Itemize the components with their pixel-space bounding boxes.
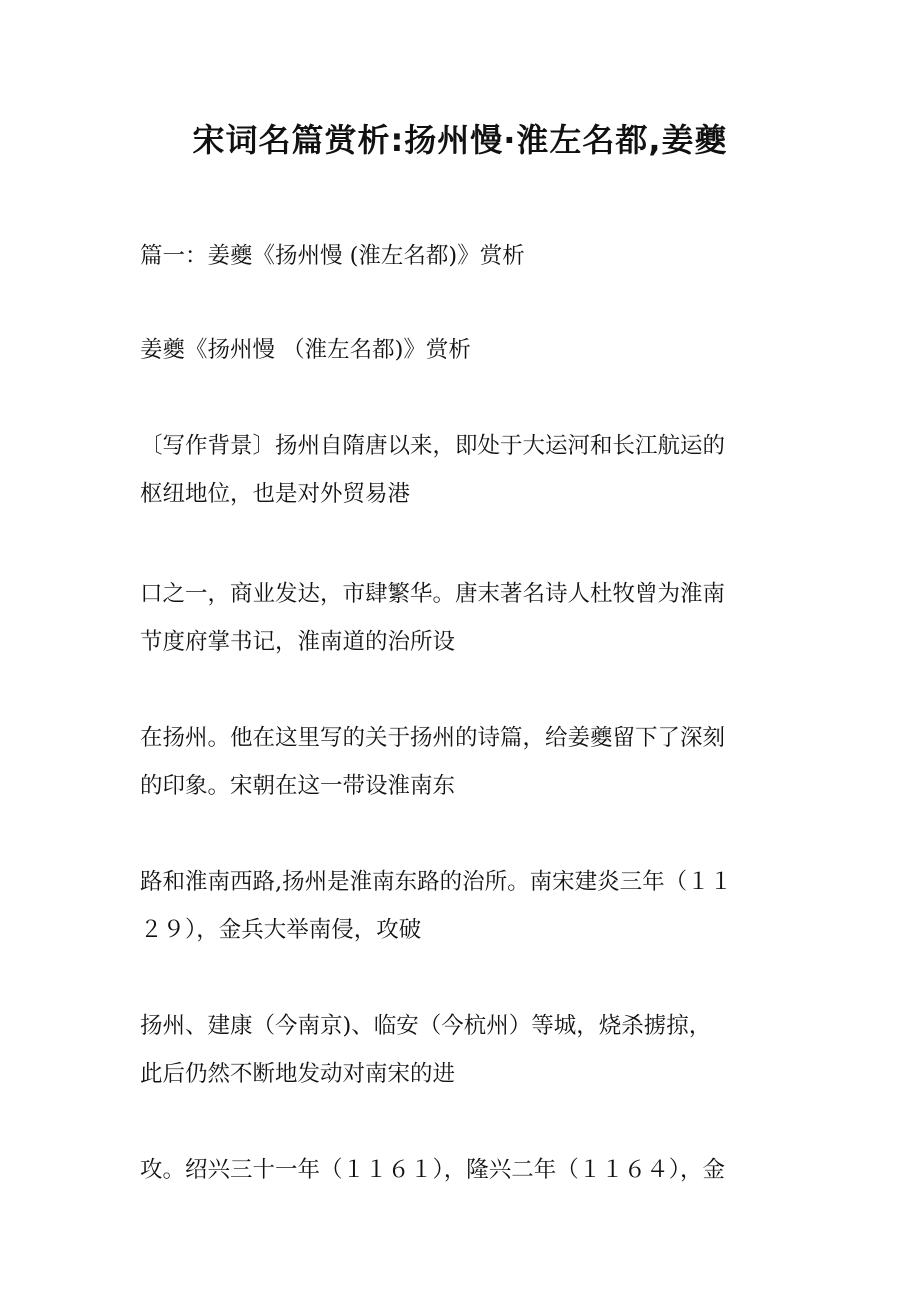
paragraph-line: 路和淮南西路,扬州是淮南东路的治所。南宋建炎三年（１１: [140, 869, 733, 895]
document-title: 宋词名篇赏析:扬州慢·淮左名都,姜夔: [192, 121, 728, 159]
paragraph-line: 节度府掌书记，淮南道的治所设: [140, 629, 456, 655]
paragraph: [140, 422, 790, 518]
paragraph: [140, 714, 790, 810]
paragraph-line: 攻。绍兴三十一年（１１６１），隆兴二年（１１６４），金: [140, 1157, 726, 1183]
paragraph-line: 此后仍然不断地发动对南宋的进: [140, 1061, 456, 1087]
paragraph: [140, 570, 790, 666]
paragraph-line: 的印象。宋朝在这一带设淮南东: [140, 773, 456, 799]
paragraph: [140, 1002, 790, 1098]
paragraph-line: ２９），金兵大举南侵，攻破: [140, 917, 422, 943]
paragraph: [140, 858, 790, 954]
paragraph: [140, 1146, 790, 1194]
paragraph-line: 〔写作背景〕扬州自隋唐以来，即处于大运河和长江航运的: [140, 433, 726, 459]
paragraph-line: 扬州、建康（今南京)、临安（今杭州）等城，烧杀掳掠，: [140, 1013, 712, 1039]
paragraph-line: 枢纽地位，也是对外贸易港: [140, 481, 411, 507]
section-heading: 篇一：姜夔《扬州慢 (淮左名都)》赏析: [140, 243, 525, 269]
paragraph-line: 口之一，商业发达，市肆繁华。唐末著名诗人杜牧曾为淮南: [140, 581, 726, 607]
paragraph-line: 在扬州。他在这里写的关于扬州的诗篇，给姜夔留下了深刻: [140, 725, 726, 751]
article-heading: 姜夔《扬州慢 （淮左名都)》赏析: [140, 337, 471, 363]
